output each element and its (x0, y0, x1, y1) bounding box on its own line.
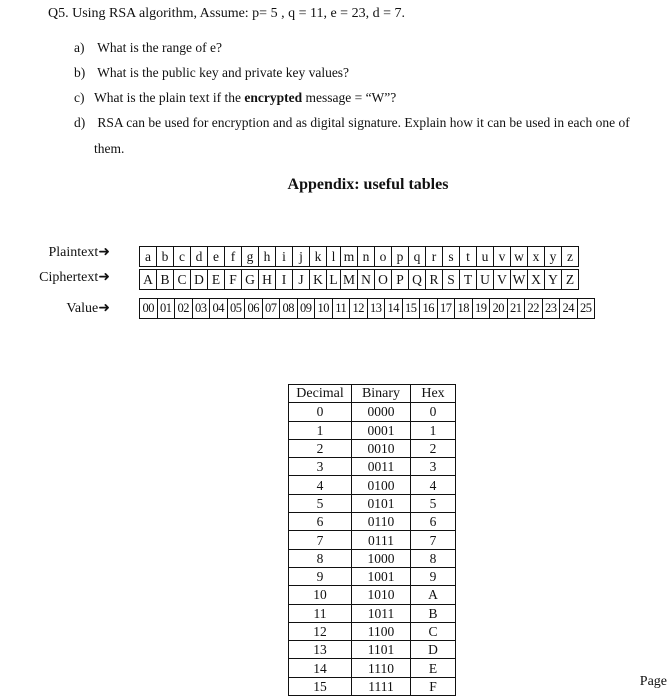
plaintext-cell: e (208, 247, 225, 267)
value-table (139, 298, 595, 319)
header-decimal: Decimal (289, 385, 352, 403)
header-hex: Hex (411, 385, 456, 403)
ciphertext-cell: B (157, 270, 174, 290)
value-cell: 09 (297, 299, 315, 319)
value-cell: 17 (437, 299, 455, 319)
appendix-title: Appendix: useful tables (287, 176, 449, 193)
table-row (289, 659, 456, 677)
ciphertext-cell: H (259, 270, 276, 290)
question-item-c (74, 90, 396, 106)
value-cell: 16 (420, 299, 438, 319)
hex-cell: 7 (411, 531, 456, 549)
question-item-d-continued: them. (94, 141, 125, 156)
value-cell: 08 (280, 299, 298, 319)
ciphertext-cell: A (140, 270, 157, 290)
binary-cell: 0001 (352, 421, 411, 439)
plaintext-cell: w (511, 247, 528, 267)
plaintext-table (139, 246, 579, 267)
value-cell: 25 (577, 299, 595, 319)
hex-cell: C (411, 622, 456, 640)
plaintext-cell: y (545, 247, 562, 267)
ciphertext-label-text: Ciphertext (39, 270, 99, 285)
table-row (289, 622, 456, 640)
ciphertext-cell: S (443, 270, 460, 290)
binary-cell: 1100 (352, 622, 411, 640)
value-cell: 24 (560, 299, 578, 319)
table-row (289, 549, 456, 567)
plaintext-cell: j (293, 247, 310, 267)
ciphertext-cell: J (293, 270, 310, 290)
hex-cell: F (411, 677, 456, 695)
plaintext-cell: l (327, 247, 341, 267)
value-cell: 06 (245, 299, 263, 319)
plaintext-cell: i (276, 247, 293, 267)
plaintext-cell: u (477, 247, 494, 267)
decimal-cell: 14 (289, 659, 352, 677)
plaintext-cell: c (174, 247, 191, 267)
hex-cell: 1 (411, 421, 456, 439)
hex-cell: B (411, 604, 456, 622)
binary-cell: 1010 (352, 586, 411, 604)
decimal-cell: 2 (289, 439, 352, 457)
value-cell: 01 (157, 299, 175, 319)
question-item-b (74, 65, 349, 81)
item-text-after: message = “W”? (302, 90, 397, 105)
binary-cell: 1000 (352, 549, 411, 567)
arrow-right-icon: ➜ (98, 301, 110, 316)
question-item-d (74, 115, 630, 131)
ciphertext-cell: L (327, 270, 341, 290)
table-row (289, 567, 456, 585)
value-cell: 20 (490, 299, 508, 319)
item-label: b) (74, 65, 86, 80)
binary-cell: 1011 (352, 604, 411, 622)
value-cell: 05 (227, 299, 245, 319)
decimal-cell: 13 (289, 641, 352, 659)
item-label: a) (74, 40, 85, 55)
item-label: c) (74, 90, 85, 105)
arrow-right-icon: ➜ (98, 245, 110, 260)
hex-cell: 3 (411, 458, 456, 476)
ciphertext-cell: W (511, 270, 528, 290)
table-row (289, 403, 456, 421)
ciphertext-table (139, 269, 579, 290)
ciphertext-cell: I (276, 270, 293, 290)
table-row (289, 641, 456, 659)
value-cell: 18 (455, 299, 473, 319)
item-text-before: What is the plain text if the (94, 90, 245, 105)
item-text: RSA can be used for encryption and as digital signature. Explain how it can be used in each one of (97, 115, 630, 130)
decimal-cell: 7 (289, 531, 352, 549)
decimal-cell: 15 (289, 677, 352, 695)
ciphertext-cell: V (494, 270, 511, 290)
hex-cell: D (411, 641, 456, 659)
binary-cell: 0000 (352, 403, 411, 421)
ciphertext-cell: E (208, 270, 225, 290)
table-row (289, 531, 456, 549)
decimal-cell: 4 (289, 476, 352, 494)
value-row-label (0, 300, 110, 317)
plaintext-cell: v (494, 247, 511, 267)
binary-cell: 0010 (352, 439, 411, 457)
ciphertext-cell: K (310, 270, 327, 290)
binary-cell: 0100 (352, 476, 411, 494)
question-title: Q5. Using RSA algorithm, Assume: p= 5 , q = 11, e = 23, d = 7. (48, 6, 405, 21)
ciphertext-cell: R (426, 270, 443, 290)
ciphertext-cell: N (358, 270, 375, 290)
value-cell: 11 (332, 299, 350, 319)
ciphertext-cell: P (392, 270, 409, 290)
hex-cell: 0 (411, 403, 456, 421)
header-binary: Binary (352, 385, 411, 403)
binary-cell: 1110 (352, 659, 411, 677)
plaintext-cell: b (157, 247, 174, 267)
ciphertext-cell: D (191, 270, 208, 290)
hex-cell: 8 (411, 549, 456, 567)
hex-cell: A (411, 586, 456, 604)
decimal-cell: 12 (289, 622, 352, 640)
binary-cell: 1001 (352, 567, 411, 585)
value-cell: 02 (175, 299, 193, 319)
value-cell: 10 (315, 299, 333, 319)
hex-cell: 6 (411, 513, 456, 531)
item-text: What is the range of e? (97, 40, 222, 55)
ciphertext-cell: X (528, 270, 545, 290)
plaintext-label-text: Plaintext (48, 245, 99, 260)
value-cell: 15 (402, 299, 420, 319)
plaintext-cell: k (310, 247, 327, 267)
decimal-cell: 3 (289, 458, 352, 476)
value-cell: 22 (525, 299, 543, 319)
ciphertext-cell: G (242, 270, 259, 290)
value-cell: 12 (350, 299, 368, 319)
plaintext-cell: f (225, 247, 242, 267)
decimal-cell: 6 (289, 513, 352, 531)
item-text-bold: encrypted (244, 90, 303, 105)
ciphertext-cell: M (341, 270, 358, 290)
binary-cell: 0101 (352, 494, 411, 512)
plaintext-cell: d (191, 247, 208, 267)
plaintext-cell: h (259, 247, 276, 267)
value-cell: 04 (210, 299, 228, 319)
hex-cell: 4 (411, 476, 456, 494)
ciphertext-cell: F (225, 270, 242, 290)
table-row (289, 677, 456, 695)
decimal-cell: 5 (289, 494, 352, 512)
ciphertext-cell: Q (409, 270, 426, 290)
item-text: What is the public key and private key values? (97, 65, 350, 80)
ciphertext-cell: U (477, 270, 494, 290)
decimal-cell: 8 (289, 549, 352, 567)
plaintext-cell: s (443, 247, 460, 267)
ciphertext-cell: O (375, 270, 392, 290)
table-row (289, 604, 456, 622)
plaintext-cell: x (528, 247, 545, 267)
plaintext-cell: m (341, 247, 358, 267)
binary-cell: 1101 (352, 641, 411, 659)
ciphertext-cell: T (460, 270, 477, 290)
ciphertext-row-label (0, 269, 110, 286)
value-cell: 07 (262, 299, 280, 319)
table-row (289, 421, 456, 439)
hex-cell: 5 (411, 494, 456, 512)
table-row (289, 513, 456, 531)
plaintext-cell: g (242, 247, 259, 267)
binary-cell: 1111 (352, 677, 411, 695)
binary-cell: 0110 (352, 513, 411, 531)
table-row (289, 458, 456, 476)
decimal-cell: 1 (289, 421, 352, 439)
table-header-row (289, 385, 456, 403)
hex-cell: 9 (411, 567, 456, 585)
question-item-a (74, 40, 222, 56)
plaintext-cell: r (426, 247, 443, 267)
value-cell: 13 (367, 299, 385, 319)
arrow-right-icon: ➜ (98, 270, 110, 285)
hex-cell: E (411, 659, 456, 677)
value-label-text: Value (66, 301, 99, 316)
value-cell: 21 (507, 299, 525, 319)
decimal-cell: 10 (289, 586, 352, 604)
decimal-binary-hex-table (288, 384, 456, 696)
table-row (289, 439, 456, 457)
plaintext-cell: o (375, 247, 392, 267)
value-cell: 19 (472, 299, 490, 319)
value-cell: 14 (385, 299, 403, 319)
binary-cell: 0011 (352, 458, 411, 476)
value-cell: 03 (192, 299, 210, 319)
plaintext-cell: p (392, 247, 409, 267)
value-cell: 23 (542, 299, 560, 319)
page-label: Page (639, 674, 667, 689)
table-row (289, 476, 456, 494)
decimal-cell: 9 (289, 567, 352, 585)
ciphertext-cell: Y (545, 270, 562, 290)
plaintext-cell: a (140, 247, 157, 267)
table-row (289, 586, 456, 604)
table-row (289, 494, 456, 512)
plaintext-cell: t (460, 247, 477, 267)
plaintext-cell: n (358, 247, 375, 267)
plaintext-cell: q (409, 247, 426, 267)
plaintext-cell: z (562, 247, 579, 267)
binary-cell: 0111 (352, 531, 411, 549)
item-label: d) (74, 115, 86, 130)
ciphertext-cell: Z (562, 270, 579, 290)
decimal-cell: 11 (289, 604, 352, 622)
hex-cell: 2 (411, 439, 456, 457)
value-cell: 00 (140, 299, 158, 319)
plaintext-row-label (0, 244, 110, 261)
decimal-cell: 0 (289, 403, 352, 421)
ciphertext-cell: C (174, 270, 191, 290)
